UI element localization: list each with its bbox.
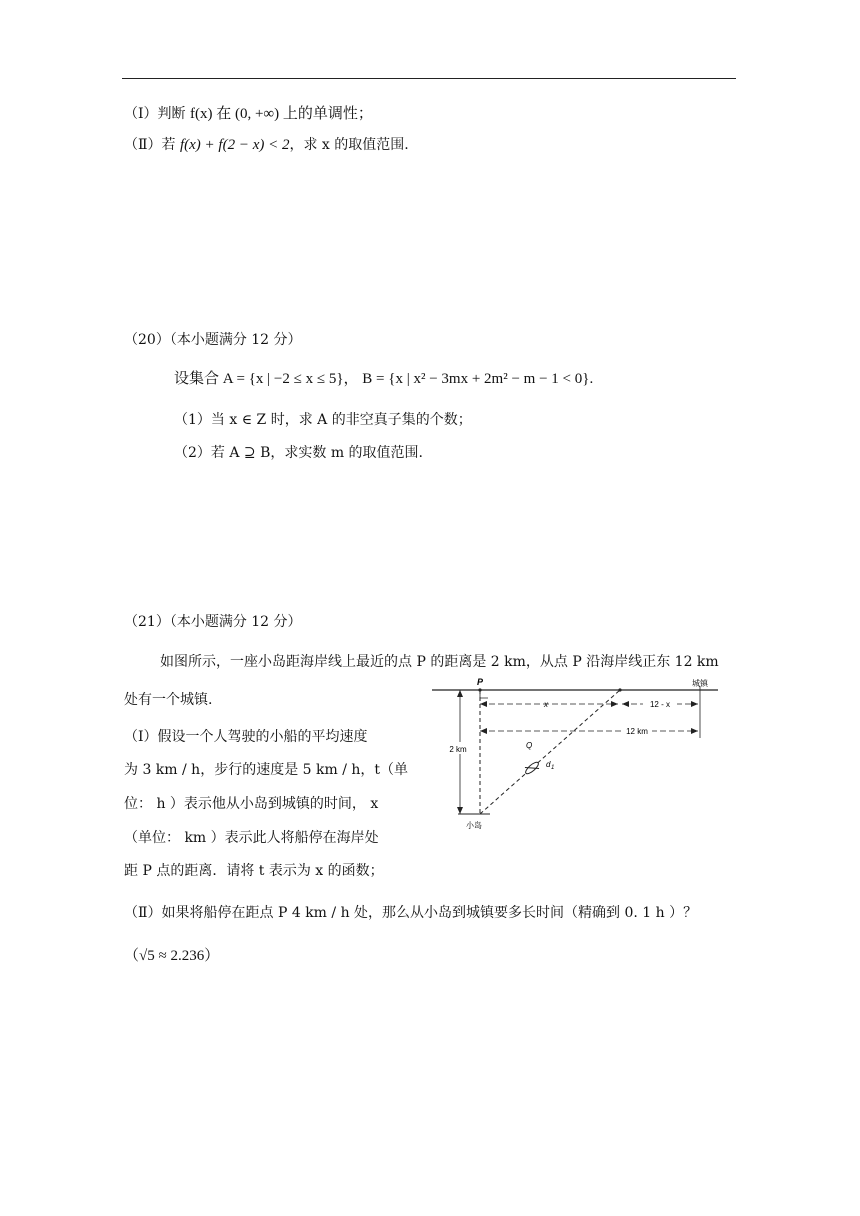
q21-part1-line2: 为 3 km / h，步行的速度是 5 km / h，t（单 [124,762,409,778]
label-x: x [544,700,548,709]
label-p: P [477,677,484,687]
q21-part1-line1: （Ⅰ）假设一个人驾驶的小船的平均速度 [124,729,368,745]
q21-part1-line4: （单位： km ）表示此人将船停在海岸处 [124,830,379,846]
q21-header: （21）（本小题满分 12 分） [124,614,302,630]
arrow-12km-right [691,728,698,734]
coastline-diagram [430,676,722,836]
right-angle-mark [480,690,488,698]
arrow-down [457,807,463,814]
q19-part2-prefix: （Ⅱ）若 [124,137,180,153]
label-island: 小岛 [466,821,482,830]
label-d1: d [546,760,551,769]
label-12-minus-x: 12 - x [649,700,671,709]
q21-part2-line1: （Ⅱ）如果将船停在距点 P 4 km / h 处，那么从小岛到城镇要多长时间（精确到 0. 1 h ）？ [124,905,698,921]
q21-intro-2: 处有一个城镇. [124,692,213,708]
label-d1-subscript: 1 [551,765,555,771]
q21-intro: 如图所示，一座小岛距海岸线上最近的点 P 的距离是 2 km，从点 P 沿海岸线正东 12 km [160,654,719,670]
label-q: Q [526,741,533,750]
q19-part2-math: f(x) + f(2 − x) < 2 [179,137,290,153]
point-p [478,688,481,691]
q20-subquestion-1: （1）当 x ∈ Z 时，求 A 的非空真子集的个数； [174,412,472,428]
arrow-up [457,690,463,697]
label-12km: 12 km [626,727,648,736]
label-2km: 2 km [449,745,467,754]
arrow-x-right [611,701,618,707]
arrow-12km-left [480,728,487,734]
q21-part1-line5: 距 P 点的距离．请将 t 表示为 x 的函数； [124,863,384,879]
arrow-12mx-left [622,701,629,707]
arrow-x-left [480,701,487,707]
arrow-12mx-right [691,701,698,707]
q20-set-definition: 设集合 A = {x | −2 ≤ x ≤ 5}， B = {x | x² − 3mx + 2m² − m − 1 < 0}. [174,371,594,387]
top-rule [122,78,736,79]
q19-part2 [124,135,409,155]
boat-path-dashed [480,690,620,814]
q19-part2-suffix: ，求 x 的取值范围. [289,137,409,153]
q21-part2-hint: （√5 ≈ 2.236） [124,948,220,964]
q19-part1-prefix: （Ⅰ）判断 [124,106,190,122]
q20-header: （20）（本小题满分 12 分） [124,332,302,348]
q20-subquestion-2: （2）若 A ⊇ B，求实数 m 的取值范围. [174,445,424,461]
q21-part1-line3: 位： h ）表示他从小岛到城镇的时间， x [124,796,379,812]
q19-part1-math: f(x) 在 (0, +∞) 上的单调性； [189,106,373,122]
q19-part1 [124,104,373,124]
label-town: 城镇 [692,679,708,688]
